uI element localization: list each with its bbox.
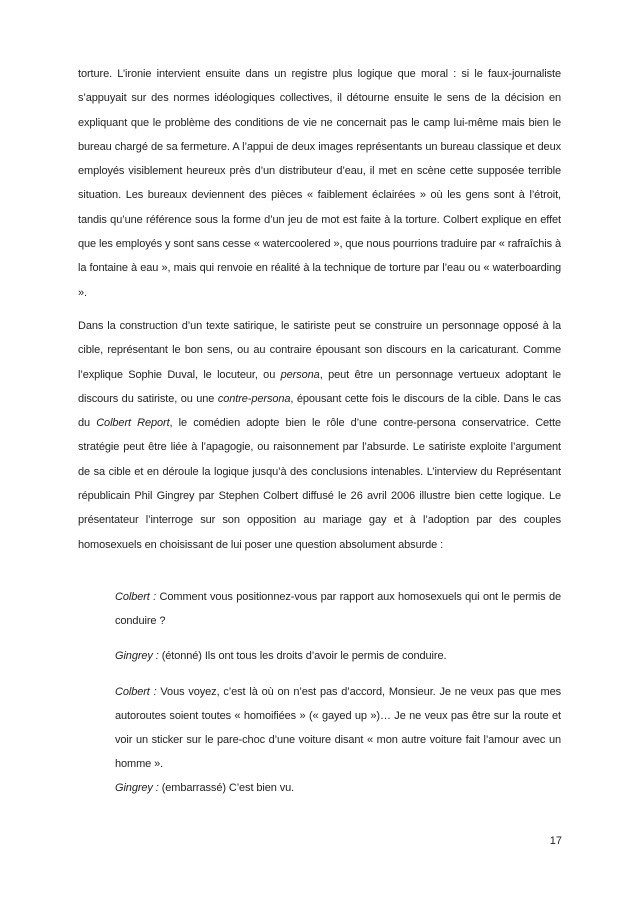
dialogue-line	[115, 776, 561, 800]
term-contre-persona: contre-persona	[217, 392, 291, 405]
paragraph-2-text-part-3: , épousant cette fois le discours de la cible. Dans le cas du	[78, 392, 561, 430]
paragraph-2-text-part-1: Dans la construction d’un texte satirique, le satiriste peut se construire un personnage opposé à la cible, représentant le bon sens, ou au contraire épousant son discours en la caricaturant. Comme l’explique Sophie Duval, le locuteur, ou	[78, 320, 561, 381]
paragraph-2-text-part-2: , peut être un personnage vertueux adoptant le discours du satiriste, ou une	[78, 368, 561, 405]
dialogue-speaker: Colbert :	[115, 686, 157, 698]
dialogue-text: (étonné) Ils ont tous les droits d’avoir le permis de conduire.	[158, 650, 447, 662]
page-number: 17	[549, 835, 562, 847]
body-paragraph-2	[78, 314, 561, 557]
dialogue-line	[115, 644, 561, 668]
dialogue-line	[115, 680, 561, 776]
dialogue-text: Comment vous positionnez-vous par rapport aux homosexuels qui ont le permis de conduire ?	[115, 591, 561, 627]
dialogue-speaker: Gingrey :	[115, 650, 159, 662]
dialogue-text: (embarrassé) C’est bien vu.	[158, 782, 295, 794]
dialogue-speaker: Colbert :	[115, 591, 157, 603]
term-persona: persona	[280, 368, 320, 381]
dialogue-line	[115, 585, 561, 633]
paragraph-2-text-part-4: , le comédien adopte bien le rôle d’une contre-persona conservatrice. Cette stratégie peut être liée à l’apagogie, ou raisonnement par l’absurde. Le satiriste exploite l’argument de sa cible et en déroule la logique jusqu’à des conclusions intenables. L’interview du Représentant républicain Phil Gingrey par Stephen Colbert diffusé le 26 avril 2006 illustre bien cette logique. Le présentateur l’interroge sur son opposition au mariage gay et à l’adoption par des couples homosexuels en choisissant de lui poser une question absolument absurde :	[78, 417, 561, 551]
show-title: Colbert Report	[96, 417, 170, 430]
dialogue-speaker: Gingrey :	[115, 782, 159, 794]
dialogue-text: Vous voyez, c’est là où on n’est pas d’accord, Monsieur. Je ne veux pas que mes autoroutes soient toutes « homoifiées » (« gayed up »)… Je ne veux pas être sur la route et voir un sticker sur le pare-choc d’une voiture disant « mon autre voiture fait l’amour avec un homme ».	[115, 686, 561, 770]
body-paragraph-1: torture. L’ironie intervient ensuite dans un registre plus logique que moral : si le faux-journaliste s’appuyait sur des normes idéologiques collectives, il détourne ensuite le sens de la décision en expliquant que le problème des conditions de vie ne concernait pas le camp lui-même mais bien le bureau chargé de sa fermeture. A l’appui de deux images représentants un bureau classique et deux employés visiblement heureux près d’un distributeur d’eau, il met en scène cette supposée terrible situation. Les bureaux deviennent des pièces « faiblement éclairées » où les gens sont à l’étroit, tandis qu’une référence sous la forme d’un jeu de mot est faite à la torture. Colbert explique en effet que les employés y sont sans cesse « watercoolered », que nous pourrions traduire par « rafraîchis à la fontaine à eau », mais qui renvoie en réalité à la technique de torture par l’eau ou « waterboarding ».	[78, 68, 561, 299]
